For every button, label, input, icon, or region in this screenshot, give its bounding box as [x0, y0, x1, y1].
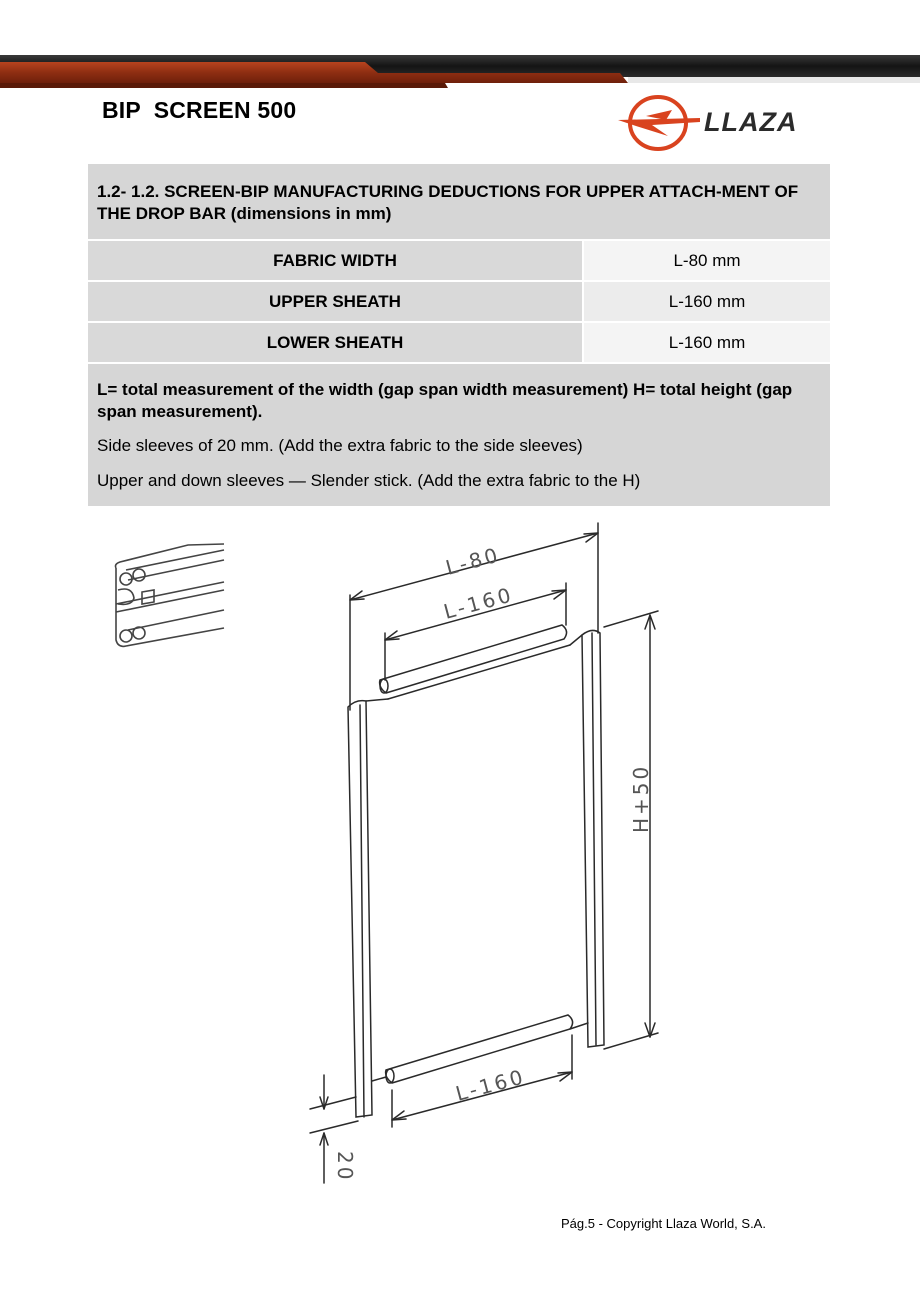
dim-label-top-width: L-80 [443, 542, 503, 580]
definition-note: L= total measurement of the width (gap span width measurement) H= total height (gap span measurement). [97, 380, 793, 421]
table-row [88, 322, 830, 363]
row-label: LOWER SHEATH [88, 322, 583, 363]
row-value: L-80 mm [583, 240, 830, 281]
row-label: FABRIC WIDTH [88, 240, 583, 281]
table-row [88, 240, 830, 281]
sleeve-diagram [300, 515, 680, 1195]
document-title: BIP SCREEN 500 [102, 97, 297, 123]
row-value: L-160 mm [583, 322, 830, 363]
dim-label-lower-sheath: L-160 [453, 1064, 529, 1106]
llaza-logo [616, 92, 832, 154]
note-line: Side sleeves of 20 mm. (Add the extra fabric to the side sleeves) [97, 436, 583, 455]
note-line: Upper and down sleeves — Slender stick. (Add the extra fabric to the H) [97, 471, 641, 490]
dim-label-sleeve: 20 [333, 1151, 357, 1183]
notes-block [88, 363, 830, 506]
dim-label-upper-sheath: L-160 [441, 582, 517, 624]
table-row [88, 281, 830, 322]
page-footer: Pág.5 - Copyright Llaza World, S.A. [561, 1216, 766, 1231]
dim-label-height: H+50 [629, 763, 653, 833]
deductions-table [88, 164, 830, 506]
profile-illustration [108, 540, 228, 655]
section-heading: 1.2- 1.2. SCREEN-BIP MANUFACTURING DEDUCTIONS FOR UPPER ATTACH-MENT OF THE DROP BAR (dimensions in mm) [88, 164, 830, 240]
logo-wordmark: LLAZA [704, 107, 798, 137]
row-value: L-160 mm [583, 281, 830, 322]
row-label: UPPER SHEATH [88, 281, 583, 322]
header-band [0, 0, 920, 90]
